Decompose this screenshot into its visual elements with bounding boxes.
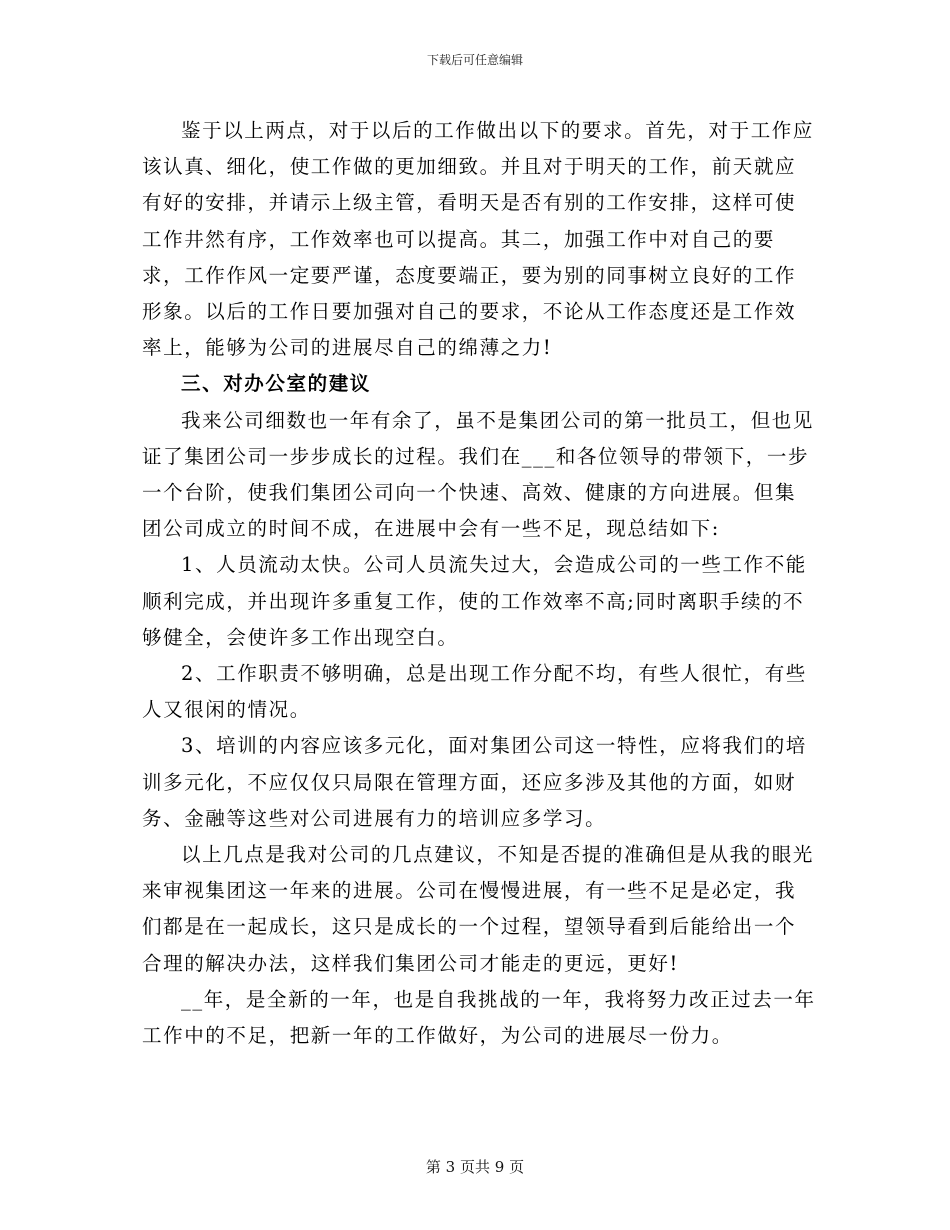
section-heading: 三、对办公室的建议: [181, 372, 371, 396]
paragraph-point-1: 1、人员流动太快。公司人员流失过大，会造成公司的一些工作不能顺利完成，并出现许多重复工作，使的工作效率不高;同时离职手续的不够健全，会使许多工作出现空白。: [142, 553, 807, 649]
page-header: 下载后可任意编辑: [426, 53, 523, 67]
paragraph-closing: __年，是全新的一年，也是自我挑战的一年，我将努力改正过去一年工作中的不足，把新一年的工作做好，为公司的进展尽一份力。: [142, 987, 816, 1048]
document-body: [142, 113, 817, 1054]
page-footer: 第 3 页共 9 页: [425, 1158, 525, 1176]
paragraph-requirements: 鉴于以上两点，对于以后的工作做出以下的要求。首先，对于工作应该认真、细化，使工作做的更加细致。并且对于明天的工作，前天就应有好的安排，并请示上级主管，看明天是否有别的工作安排，这样可使工作井然有序，工作效率也可以提高。其二，加强工作中对自己的要求，工作作风一定要严谨，态度要端正，要为别的同事树立良好的工作形象。以后的工作日要加强对自己的要求，不论从工作态度还是工作效率上，能够为公司的进展尽自己的绵薄之力!: [142, 119, 815, 360]
paragraph-intro: 我来公司细数也一年有余了，虽不是集团公司的第一批员工，但也见证了集团公司一步步成长的过程。我们在___和各位领导的带领下，一步一个台阶，使我们集团公司向一个快速、高效、健康的方向进展。但集团公司成立的时间不成，在进展中会有一些不足，现总结如下:: [142, 408, 815, 541]
paragraph-summary: 以上几点是我对公司的几点建议，不知是否提的准确但是从我的眼光来审视集团这一年来的进展。公司在慢慢进展，有一些不足是必定，我们都是在一起成长，这只是成长的一个过程，望领导看到后能给出一个合理的解决办法，这样我们集团公司才能走的更远，更好!: [142, 843, 815, 975]
paragraph-point-2: 2、工作职责不够明确，总是出现工作分配不均，有些人很忙，有些人又很闲的情况。: [142, 662, 807, 722]
paragraph-point-3: 3、培训的内容应该多元化，面对集团公司这一特性，应将我们的培训多元化，不应仅仅只局限在管理方面，还应多涉及其他的方面，如财务、金融等这些对公司进展有力的培训应多学习。: [142, 734, 807, 830]
